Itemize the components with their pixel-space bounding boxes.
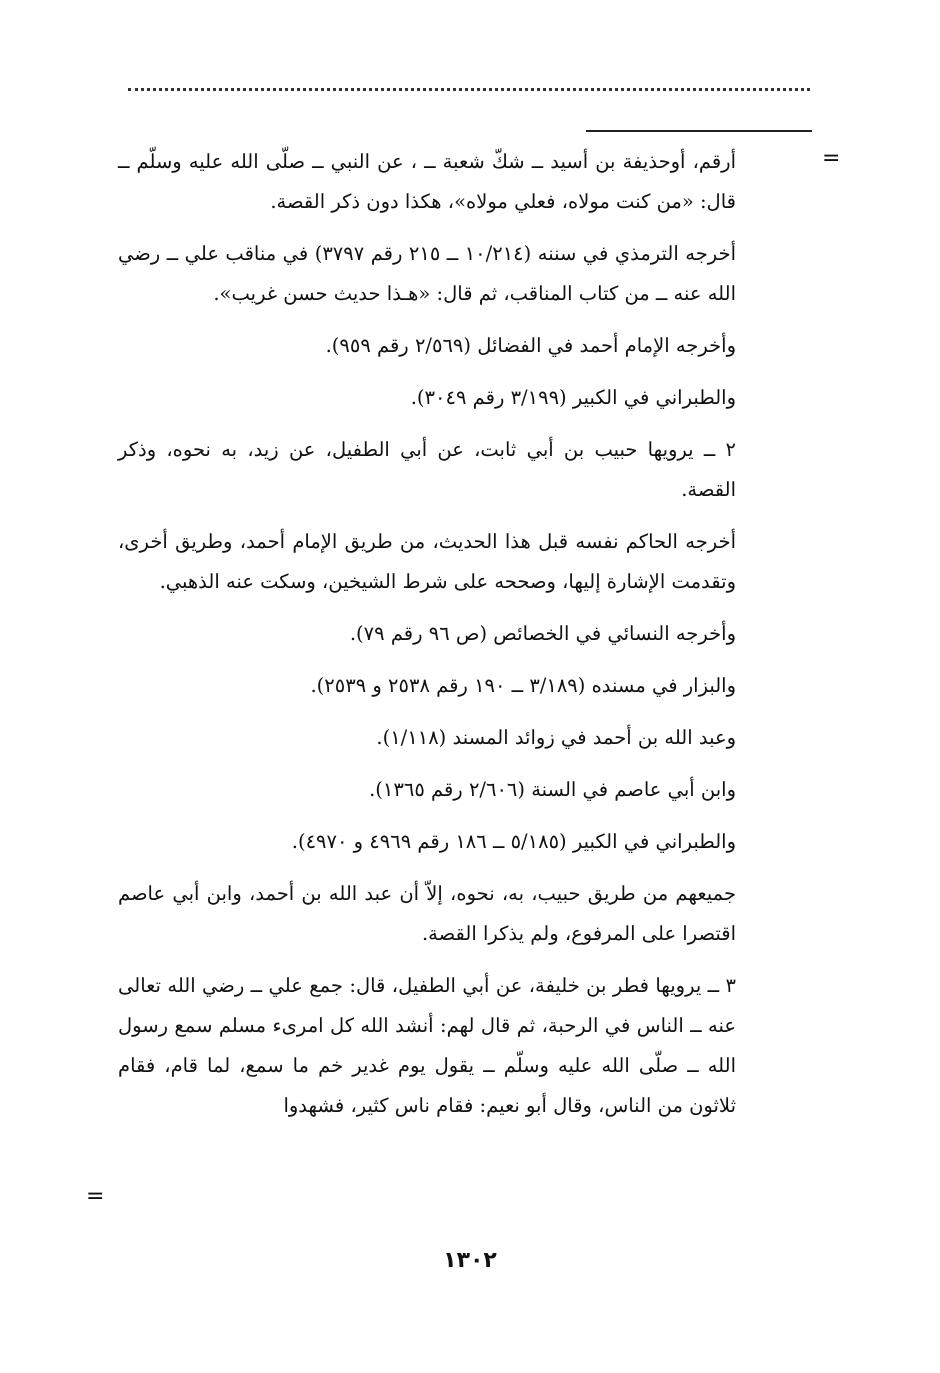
paragraph-4: والطبراني في الكبير (٣/١٩٩ رقم ٣٠٤٩).	[410, 386, 736, 409]
paragraph-9: وعبد الله بن أحمد في زوائد المسند (١/١١٨).	[376, 726, 736, 749]
paragraph-12: جميعهم من طريق حبيب، به، نحوه، إلاّ أن عبد الله بن أحمد، وابن أبي عاصم اقتصرا على المرفوع، ولم يذكرا القصة.	[118, 882, 736, 945]
paragraph-10: وابن أبي عاصم في السنة (٢/٦٠٦ رقم ١٣٦٥).	[369, 778, 736, 801]
paragraph-5: ٢ ــ يرويها حبيب بن أبي ثابت، عن أبي الطفيل، عن زيد، به نحوه، وذكر القصة.	[118, 438, 736, 501]
paragraph-6: أخرجه الحاكم نفسه قبل هذا الحديث، من طريق الإمام أحمد، وطريق أخرى، وتقدمت الإشارة إليها، وصححه على شرط الشيخين، وسكت عنه الذهبي.	[118, 530, 736, 593]
paragraph-1: أرقم، أوحذيفة بن أسيد ــ شكّ شعبة ــ ، عن النبي ــ صلّى الله عليه وسلّم ــ قال: «من كنت مولاه، فعلي مولاه»، هكذا دون ذكر القصة.	[118, 150, 736, 213]
page-number: ١٣٠٢	[443, 1248, 497, 1273]
footnote-text-block	[118, 142, 736, 1138]
continuation-mark-top: =	[822, 146, 841, 171]
paragraph-7: وأخرجه النسائي في الخصائص (ص ٩٦ رقم ٧٩).	[349, 622, 736, 645]
paragraph-8: والبزار في مسنده (٣/١٨٩ ــ ١٩٠ رقم ٢٥٣٨ و ٢٥٣٩).	[310, 674, 736, 697]
continuation-mark-bottom: =	[86, 1184, 105, 1209]
paragraph-3: وأخرجه الإمام أحمد في الفضائل (٢/٥٦٩ رقم ٩٥٩).	[325, 334, 736, 357]
paragraph-11: والطبراني في الكبير (٥/١٨٥ ــ ١٨٦ رقم ٤٩٦٩ و ٤٩٧٠).	[291, 830, 736, 853]
footnote-separator-rule	[586, 130, 812, 132]
dotted-header-rule	[128, 88, 810, 91]
paragraph-13: ٣ ــ يرويها فطر بن خليفة، عن أبي الطفيل، قال: جمع علي ــ رضي الله تعالى عنه ــ الناس في الرحبة، ثم قال لهم: أنشد الله كل امرىء مسلم سمع رسول الله ــ صلّى الله عليه وسلّم ــ يقول يوم غدير خم ما سمع، لما قام، فقام ثلاثون من الناس، وقال أبو نعيم: فقام ناس كثير، فشهدوا	[118, 974, 736, 1117]
paragraph-2: أخرجه الترمذي في سننه (١٠/٢١٤ ــ ٢١٥ رقم ٣٧٩٧) في مناقب علي ــ رضي الله عنه ــ من كتاب المناقب، ثم قال: «هـذا حديث حسن غريب».	[118, 242, 736, 305]
